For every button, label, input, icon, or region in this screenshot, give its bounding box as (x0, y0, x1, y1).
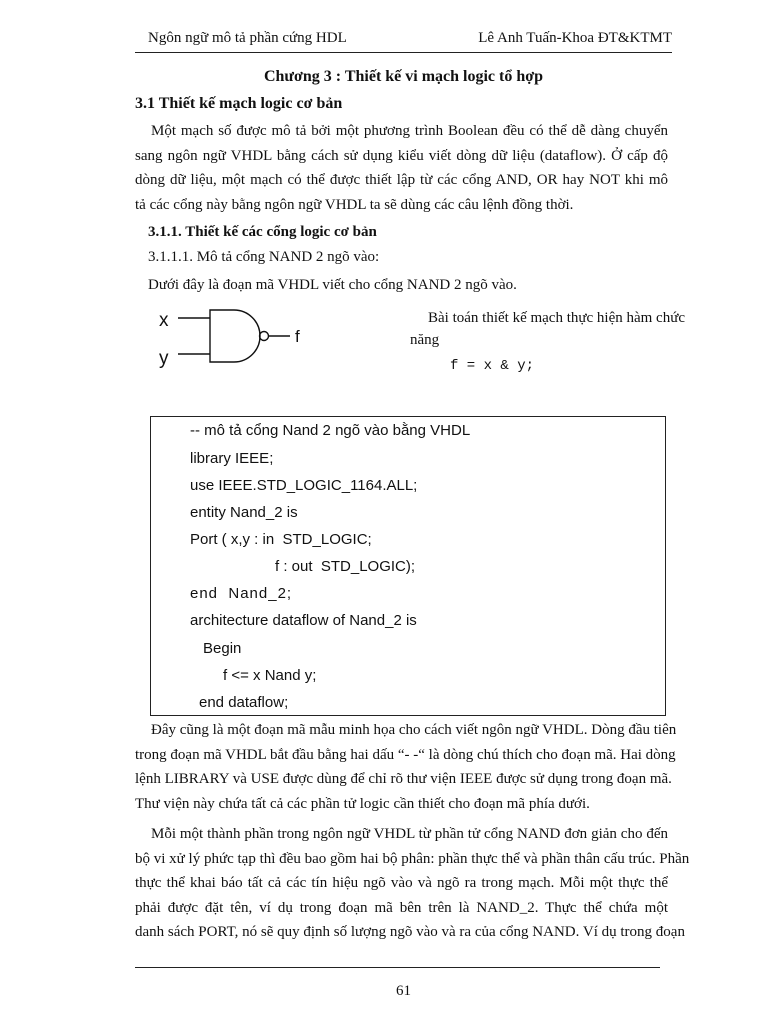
para3-line: Mỗi một thành phần trong ngôn ngữ VHDL từ phần tử cổng NAND đơn giản cho đến (151, 826, 668, 842)
subsubsection-title: 3.1.1.1. Mô tả cổng NAND 2 ngõ vào: (148, 249, 380, 265)
chapter-title: Chương 3 : Thiết kế vi mạch logic tổ hợp (263, 68, 544, 85)
code-line: end dataflow; (199, 694, 289, 711)
para3-line: danh sách PORT, nó sẽ quy định số lượng ngõ vào và ra của cổng NAND. Ví dụ trong đoạn (135, 924, 685, 940)
para3-line: phải được đặt tên, ví dụ trong đoạn mã bên trên là NAND_2. Thực thể chứa một (135, 899, 668, 916)
para3-line: thực thể khai báo tất cả các tín hiệu ngõ vào và ngõ ra trong mạch. Mỗi một thực thể (135, 875, 668, 891)
nand-gate-diagram (150, 306, 310, 378)
para2-line: trong đoạn mã VHDL bắt đầu bằng hai dấu “- -“ là dòng chú thích cho đoạn mã. Hai dòng (135, 746, 676, 763)
code-line: Port ( x,y : in STD_LOGIC; (190, 531, 372, 548)
problem-line-1: Bài toán thiết kế mạch thực hiện hàm chức (428, 310, 686, 326)
subsection-title: 3.1.1. Thiết kế các cổng logic cơ bản (148, 224, 377, 240)
para2-line: Đây cũng là một đoạn mã mẫu minh họa cho cách viết ngôn ngữ VHDL. Dòng đầu tiên (151, 722, 677, 738)
code-line: f : out STD_LOGIC); (275, 558, 416, 575)
nand-inversion-bubble (260, 332, 269, 341)
page-number: 61 (396, 983, 411, 999)
problem-statement (410, 307, 700, 351)
explanation-paragraph-2 (135, 822, 690, 945)
problem-line-2: năng (410, 332, 440, 348)
code-line: -- mô tả cổng Nand 2 ngõ vào bằng VHDL (190, 422, 471, 439)
output-f-label: f (295, 327, 300, 346)
input-x-label: x (159, 310, 169, 331)
lead-line: Dưới đây là đoạn mã VHDL viết cho cổng NAND 2 ngõ vào. (148, 277, 517, 293)
intro-line: Một mạch số được mô tả bởi một phương trình Boolean đều có thể dễ dàng chuyển (151, 123, 668, 139)
problem-formula: f = x & y; (450, 358, 535, 374)
intro-line: tả các cổng này bằng ngôn ngữ VHDL ta sẽ dùng các câu lệnh đồng thời. (135, 196, 574, 213)
section-title: 3.1 Thiết kế mạch logic cơ bản (135, 95, 343, 112)
page-header (140, 30, 672, 52)
code-line: entity Nand_2 is (190, 504, 298, 521)
para2-line: lệnh LIBRARY và USE được dùng để chỉ rõ thư viện IEEE được sử dụng trong đoạn mã. (135, 771, 672, 787)
input-y-label: y (159, 348, 169, 369)
header-left: Ngôn ngữ mô tả phần cứng HDL (148, 30, 347, 46)
intro-line: dòng dữ liệu, một mạch có thể được thiết lập từ các cổng AND, OR hay NOT khi mô (135, 172, 668, 188)
explanation-paragraph-1 (135, 718, 677, 816)
code-line: f <= x Nand y; (223, 667, 317, 684)
code-line: Begin (203, 640, 242, 657)
vhdl-code-box (150, 416, 666, 716)
code-line: end Nand_2; (190, 585, 293, 602)
code-line: use IEEE.STD_LOGIC_1164.ALL; (190, 477, 418, 494)
intro-line: sang ngôn ngữ VHDL bằng cách sử dụng kiểu viết dòng dữ liệu (dataflow). Ở cấp độ (135, 147, 668, 164)
header-rule (135, 52, 672, 53)
code-line: library IEEE; (190, 450, 274, 467)
para3-line: bộ vi xử lý phức tạp thì đều bao gồm hai bộ phân: phần thực thể và phần thân cấu trúc. Phần (135, 850, 690, 867)
header-right: Lê Anh Tuấn-Khoa ĐT&KTMT (478, 30, 672, 46)
footer-rule (135, 967, 660, 968)
code-line: architecture dataflow of Nand_2 is (190, 612, 417, 629)
nand-gate-body (210, 310, 260, 362)
para2-line: Thư viện này chứa tất cả các phần tử logic cần thiết cho đoạn mã phía dưới. (135, 795, 590, 812)
intro-paragraph (135, 119, 668, 217)
